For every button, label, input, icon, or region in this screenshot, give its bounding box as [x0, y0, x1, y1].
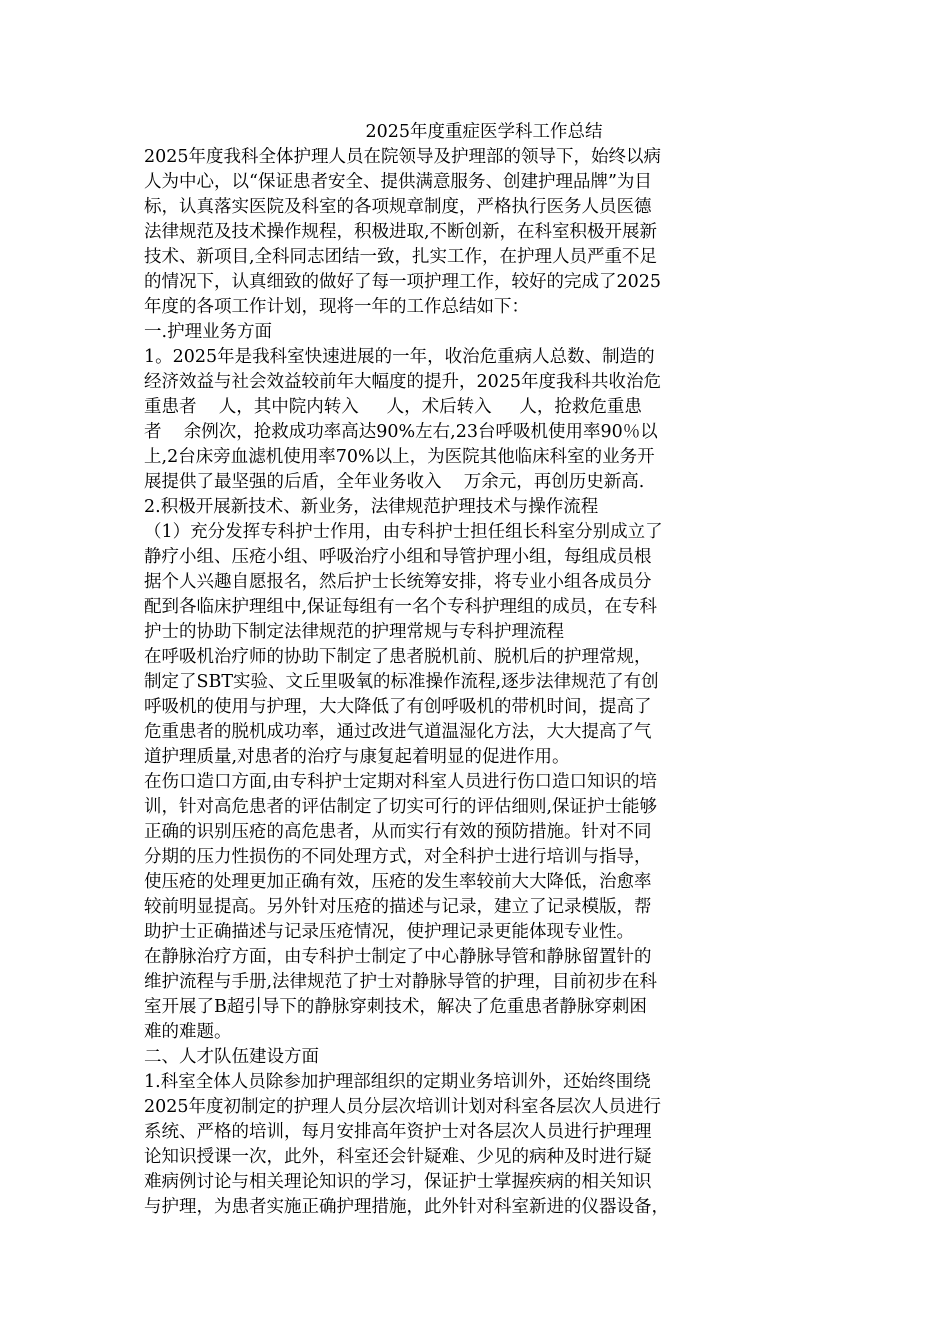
text-line: 2025年度我科全体护理人员在院领导及护理部的领导下，始终以病 — [144, 147, 662, 167]
text-line: 经济效益与社会效益较前年大幅度的提升，2025年度我科共收治危 — [144, 372, 662, 392]
paragraph — [144, 320, 824, 345]
text-line: （1）充分发挥专科护士作用，由专科护士担任组长科室分别成立了 — [144, 522, 663, 542]
paragraph — [144, 770, 824, 945]
text-line: 标，认真落实医院及科室的各项规章制度，严格执行医务人员医德 — [144, 197, 652, 217]
text-line: 论知识授课一次，此外，科室还会针疑难、少见的病种及时进行疑 — [144, 1147, 652, 1167]
document-body — [144, 145, 824, 1220]
text-line: 维护流程与手册,法律规范了护士对静脉导管的护理，目前初步在科 — [144, 972, 658, 992]
text-line: 较前明显提高。另外针对压疮的描述与记录，建立了记录模版，帮 — [144, 897, 652, 917]
text-line: 护士的协助下制定法律规范的护理常规与专科护理流程 — [144, 622, 564, 642]
text-line: 的情况下，认真细致的做好了每一项护理工作，较好的完成了2025 — [144, 272, 662, 292]
text-line: 年度的各项工作计划，现将一年的工作总结如下： — [144, 297, 529, 317]
text-line: 技术、新项目,全科同志团结一致，扎实工作，在护理人员严重不足 — [144, 247, 658, 267]
text-line: 道护理质量,对患者的治疗与康复起着明显的促进作用。 — [144, 747, 570, 767]
text-line: 重患者 人，其中院内转入 人，术后转入 人，抢救危重患 — [144, 397, 642, 417]
text-line: 静疗小组、压疮小组、呼吸治疗小组和导管护理小组，每组成员根 — [144, 547, 652, 567]
text-line: 系统、严格的培训，每月安排高年资护士对各层次人员进行护理理 — [144, 1122, 652, 1142]
text-line: 呼吸机的使用与护理，大大降低了有创呼吸机的带机时间，提高了 — [144, 697, 652, 717]
text-line: 配到各临床护理组中,保证每组有一名个专科护理组的成员，在专科 — [144, 597, 658, 617]
paragraph — [144, 1070, 824, 1220]
text-line: 分期的压力性损伤的不同处理方式，对全科护士进行培训与指导， — [144, 847, 652, 867]
text-line: 1。2025年是我科室快速进展的一年，收治危重病人总数、制造的 — [144, 347, 655, 367]
text-line: 室开展了B超引导下的静脉穿刺技术，解决了危重患者静脉穿刺困 — [144, 997, 647, 1017]
text-line: 助护士正确描述与记录压疮情况，使护理记录更能体现专业性。 — [144, 922, 634, 942]
paragraph — [144, 495, 824, 520]
text-line: 难的难题。 — [144, 1022, 232, 1042]
text-line: 二、人才队伍建设方面 — [144, 1047, 319, 1067]
text-line: 人为中心，以“保证患者安全、提供满意服务、创建护理品牌”为目 — [144, 172, 652, 192]
paragraph — [144, 645, 824, 770]
text-line: 展提供了最坚强的后盾，全年业务收入 万余元，再创历史新高. — [144, 472, 645, 492]
paragraph — [144, 345, 824, 495]
text-line: 者 余例次，抢救成功率高达90%左右,23台呼吸机使用率90％以 — [144, 422, 658, 442]
paragraph — [144, 145, 824, 320]
text-line: 使压疮的处理更加正确有效，压疮的发生率较前大大降低，治愈率 — [144, 872, 652, 892]
text-line: 1.科室全体人员除参加护理部组织的定期业务培训外，还始终围绕 — [144, 1072, 651, 1092]
document-page — [144, 120, 824, 1220]
text-line: 训，针对高危患者的评估制定了切实可行的评估细则,保证护士能够 — [144, 797, 658, 817]
text-line: 上,2台床旁血滤机使用率70%以上，为医院其他临床科室的业务开 — [144, 447, 655, 467]
paragraph — [144, 1045, 824, 1070]
text-line: 在伤口造口方面,由专科护士定期对科室人员进行伤口造口知识的培 — [144, 772, 658, 792]
text-line: 危重患者的脱机成功率，通过改进气道温湿化方法，大大提高了气 — [144, 722, 652, 742]
text-line: 2025年度初制定的护理人员分层次培训计划对科室各层次人员进行 — [144, 1097, 662, 1117]
text-line: 难病例讨论与相关理论知识的学习，保证护士掌握疾病的相关知识 — [144, 1172, 652, 1192]
text-line: 一.护理业务方面 — [144, 322, 273, 342]
text-line: 在呼吸机治疗师的协助下制定了患者脱机前、脱机后的护理常规， — [144, 647, 652, 667]
paragraph — [144, 520, 824, 645]
text-line: 与护理，为患者实施正确护理措施，此外针对科室新进的仪器设备， — [144, 1197, 669, 1217]
text-line: 据个人兴趣自愿报名，然后护士长统筹安排，将专业小组各成员分 — [144, 572, 652, 592]
text-line: 制定了SBT实验、文丘里吸氧的标准操作流程,逐步法律规范了有创 — [144, 672, 659, 692]
paragraph — [144, 945, 824, 1045]
text-line: 法律规范及技术操作规程，积极进取,不断创新，在科室积极开展新 — [144, 222, 658, 242]
document-title: 2025年度重症医学科工作总结 — [365, 122, 603, 142]
text-line: 2.积极开展新技术、新业务，法律规范护理技术与操作流程 — [144, 497, 599, 517]
text-line: 正确的识别压疮的高危患者，从而实行有效的预防措施。针对不同 — [144, 822, 652, 842]
text-line: 在静脉治疗方面，由专科护士制定了中心静脉导管和静脉留置针的 — [144, 947, 652, 967]
